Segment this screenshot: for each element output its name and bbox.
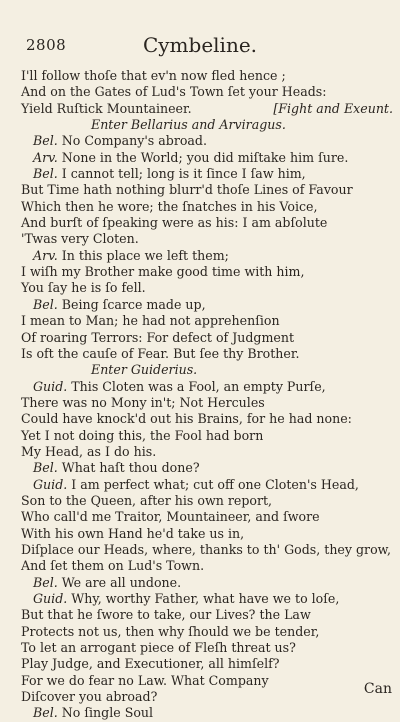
text-line: [21, 673, 393, 689]
line-text: 'Twas very Cloten.: [21, 231, 139, 247]
text-line: [21, 526, 393, 542]
catchword: Can: [363, 681, 392, 697]
text-line: [21, 379, 393, 395]
text-line: [21, 591, 393, 607]
line-text: I am perfect what; cut off one Cloten's Head,: [71, 476, 359, 492]
text-line: [21, 705, 393, 721]
speaker-label: Arv.: [33, 149, 58, 165]
text-line: [21, 231, 393, 247]
line-text: No Company's abroad.: [61, 133, 207, 149]
text-line: [21, 264, 393, 280]
page-number: 2808: [26, 36, 67, 54]
line-text: I wiſh my Brother make good time with him,: [21, 264, 305, 280]
line-text: In this place we left them;: [61, 247, 229, 263]
text-line: [21, 199, 393, 215]
text-line: [21, 493, 393, 509]
text-line: [21, 248, 393, 264]
text-line: [21, 182, 393, 198]
play-text: [21, 68, 393, 722]
line-text: Protects not us, then why ſhould we be tender,: [21, 623, 320, 639]
text-line: [21, 117, 393, 133]
text-line: [21, 166, 393, 182]
line-text: Of roaring Terrors: For defect of Judgment: [21, 329, 295, 345]
text-line: [21, 607, 393, 623]
speaker-label: Guid.: [33, 378, 68, 394]
text-line: [21, 84, 393, 100]
text-line: [21, 460, 393, 476]
text-line: [21, 428, 393, 444]
line-text: Why, worthy Father, what have we to loſe,: [71, 591, 340, 606]
line-text: But that he ſwore to take, our Lives? the Law: [21, 607, 311, 623]
text-line: [21, 656, 393, 672]
text-line: [21, 215, 393, 231]
text-line: [21, 477, 393, 493]
text-line: [21, 542, 393, 558]
text-line: [21, 395, 393, 411]
text-line: [21, 624, 393, 640]
line-text: Being ſcarce made up,: [61, 296, 206, 312]
text-line: [21, 640, 393, 656]
speaker-label: Guid.: [33, 476, 68, 492]
line-text: And burſt of ſpeaking were as his: I am abſolute: [21, 215, 328, 231]
line-text: Could have knock'd out his Brains, for he had none:: [21, 411, 352, 427]
text-line: [21, 101, 393, 117]
line-text: And ſet them on Lud's Town.: [21, 558, 205, 574]
line-text: None in the World; you did miſtake him ſure.: [61, 149, 349, 165]
text-line: [21, 362, 393, 378]
text-line: [21, 411, 393, 427]
stage-direction: [Fight and Exeunt.: [273, 100, 393, 116]
running-title: Cymbeline.: [142, 33, 258, 57]
line-text: Play Judge, and Executioner, all himſelf?: [21, 656, 280, 672]
line-text: Which then he wore; the ſnatches in his Voice,: [21, 198, 318, 214]
text-line: [21, 280, 393, 296]
text-line: [21, 689, 393, 705]
text-line: [21, 444, 393, 460]
line-text: Diſcover you abroad?: [21, 689, 158, 705]
text-line: [21, 297, 393, 313]
text-line: [21, 346, 393, 362]
text-line: [21, 558, 393, 574]
line-text: But Time hath nothing blurr'd thoſe Lines of Favour: [21, 182, 353, 198]
line-text: Enter Bellarius and Arviragus.: [91, 117, 286, 133]
line-text: Yet I not doing this, the Fool had born: [21, 427, 264, 443]
line-text: What haſt thou done?: [61, 460, 200, 476]
text-line: [21, 133, 393, 149]
speaker-label: Bel.: [33, 574, 58, 590]
text-line: [21, 150, 393, 166]
line-text: Is oft the cauſe of Fear. But ſee thy Brother.: [21, 345, 300, 361]
line-text: Son to the Queen, after his own report,: [21, 492, 273, 508]
line-text: Yield Ruſtick Mountaineer.: [21, 100, 192, 116]
page-header: [0, 33, 400, 58]
line-text: I mean to Man; he had not apprehenſion: [21, 313, 280, 329]
line-text: I cannot tell; long is it ſince I ſaw him,: [61, 166, 306, 182]
speaker-label: Arv.: [33, 247, 58, 263]
line-text: For we do fear no Law. What Company: [21, 672, 269, 688]
text-line: [21, 575, 393, 591]
line-text: To let an arrogant piece of Fleſh threat us?: [21, 640, 296, 656]
line-text: Who call'd me Traitor, Mountaineer, and ſwore: [21, 509, 320, 525]
speaker-label: Bel.: [33, 296, 58, 312]
line-text: This Cloten was a Fool, an empty Purſe,: [71, 378, 326, 394]
text-line: [21, 509, 393, 525]
line-text: We are all undone.: [61, 574, 182, 590]
line-text: There was no Mony in't; Not Hercules: [21, 394, 265, 410]
line-text: With his own Hand he'd take us in,: [21, 525, 245, 541]
line-text: I'll follow thoſe that ev'n now fled hence ;: [21, 68, 286, 83]
line-text: Diſplace our Heads, where, thanks to th' Gods, they grow,: [21, 541, 391, 557]
speaker-label: Bel.: [33, 133, 58, 149]
speaker-label: Bel.: [33, 166, 58, 182]
line-text: My Head, as I do his.: [21, 443, 157, 459]
text-line: [21, 68, 393, 84]
speaker-label: Bel.: [33, 705, 58, 721]
line-text: And on the Gates of Lud's Town ſet your Heads:: [21, 84, 327, 100]
speaker-label: Bel.: [33, 460, 58, 476]
line-text: You ſay he is ſo fell.: [21, 280, 146, 296]
speaker-label: Guid.: [33, 591, 68, 606]
line-text: No ſingle Soul: [61, 705, 154, 721]
text-line: [21, 313, 393, 329]
text-line: [21, 330, 393, 346]
line-text: Enter Guiderius.: [91, 362, 198, 378]
